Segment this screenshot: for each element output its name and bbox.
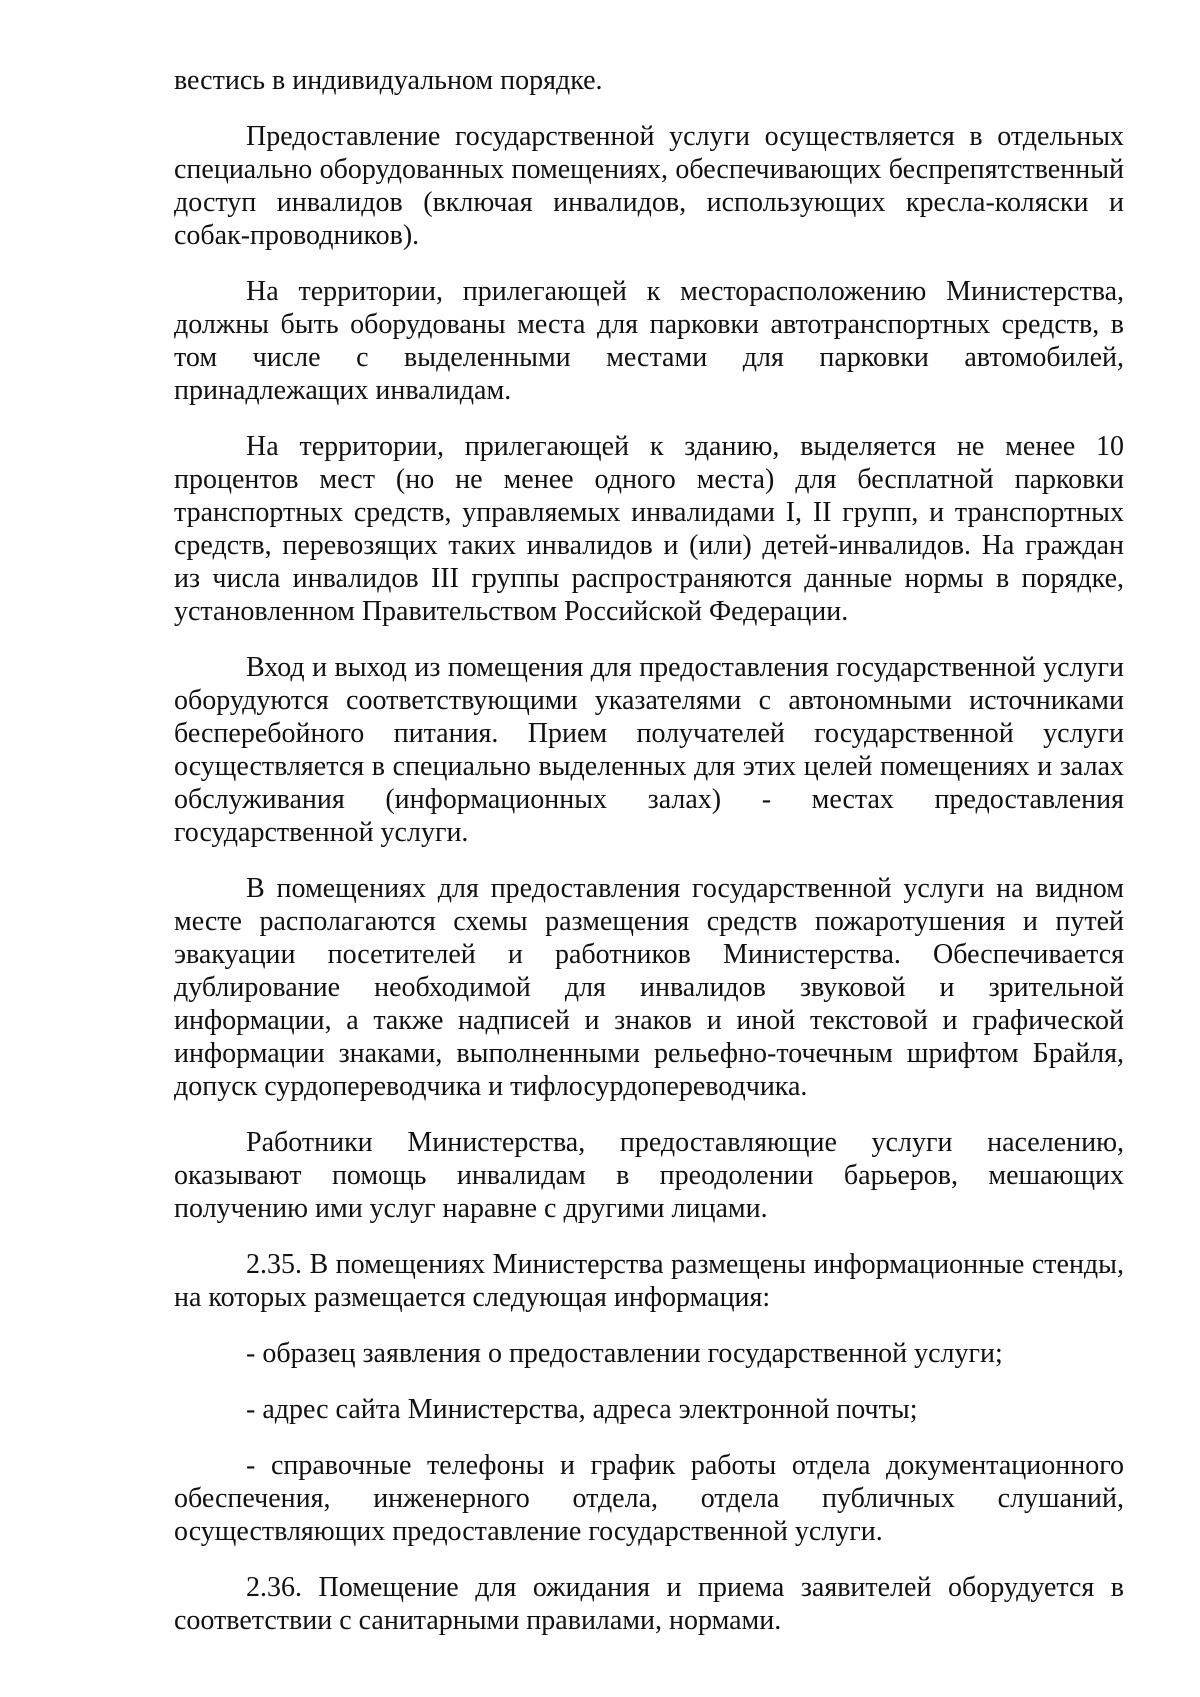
list-item-website-email: - адрес сайта Министерства, адреса электронной почты; (246, 1394, 918, 1425)
paragraph-evacuation-schemes: В помещениях для предоставления государственной услуги на видном месте располагаются схемы размещения средств пожаротушения и путей эвакуации посетителей и работников Министерства. Обеспечивается дублирование необходимой для инвалидов звуковой и зрительной информации, а также надписей и знаков и иной текстовой и графической информации знаками, выполненными рельефно-точечным шрифтом Брайля, допуск сурдопереводчика и тифлосурдопереводчика. (174, 873, 1124, 1102)
paragraph-staff-assistance: Работники Министерства, предоставляющие услуги населению, оказывают помощь инвалидам в преодолении барьеров, мешающих получению ими услуг наравне с другими лицами. (174, 1127, 1124, 1224)
paragraph-section-2-36: 2.36. Помещение для ожидания и приема заявителей оборудуется в соответствии с санитарными правилами, нормами. (174, 1572, 1124, 1636)
paragraph-continuation: вестись в индивидуальном порядке. (174, 65, 603, 96)
paragraph-entrance-exit: Вход и выход из помещения для предоставления государственной услуги оборудуются соответствующими указателями с автономными источниками бесперебойного питания. Прием получателей государственной услуги осуществляется в специально выделенных для этих целей помещениях и залах обслуживания (информационных залах) - местах предоставления государственной услуги. (174, 652, 1124, 848)
paragraph-disabled-parking: На территории, прилегающей к зданию, выделяется не менее 10 процентов мест (но не менее одного места) для бесплатной парковки транспортных средств, управляемых инвалидами I, II групп, и транспортных средств, перевозящих таких инвалидов и (или) детей-инвалидов. На граждан из числа инвалидов III группы распространяются данные нормы в порядке, установленном Правительством Российской Федерации. (174, 431, 1124, 627)
paragraph-accessible-premises: Предоставление государственной услуги осуществляется в отдельных специально оборудованных помещениях, обеспечивающих беспрепятственный доступ инвалидов (включая инвалидов, использующих кресла-коляски и собак-проводников). (174, 121, 1124, 251)
paragraph-parking-territory: На территории, прилегающей к месторасположению Министерства, должны быть оборудованы места для парковки автотранспортных средств, в том числе с выделенными местами для парковки автомобилей, принадлежащих инвалидам. (174, 276, 1124, 406)
list-item-application-sample: - образец заявления о предоставлении государственной услуги; (246, 1338, 1003, 1369)
document-page (174, 64, 1124, 1660)
list-item-phones-schedule: - справочные телефоны и график работы отдела документационного обеспечения, инженерного отдела, отдела публичных слушаний, осуществляющих предоставление государственной услуги. (174, 1450, 1124, 1547)
paragraph-section-2-35: 2.35. В помещениях Министерства размещены информационные стенды, на которых размещается следующая информация: (174, 1249, 1124, 1313)
